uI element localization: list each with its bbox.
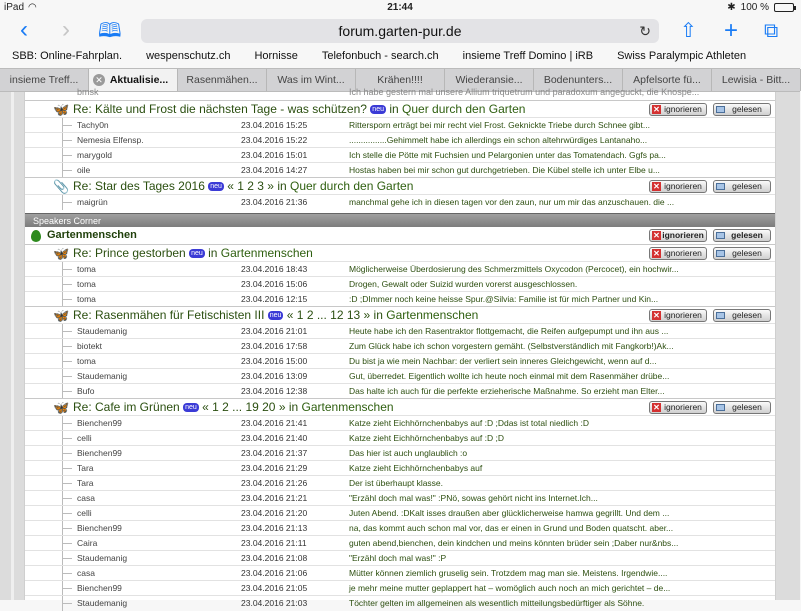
post-row[interactable] [25,565,775,580]
post-row[interactable] [25,323,775,338]
thread-forum-link[interactable]: Gartenmenschen [220,246,313,260]
tree-line [62,262,63,277]
post-text[interactable]: Der ist überhaupt klasse. [349,478,444,488]
tree-line [62,476,63,491]
post-date: 23.04.2016 21:01 [241,326,308,336]
post-text[interactable]: "Erzähl doch mal was!" :PNö, sowas gehört nicht ins Internet.Ich... [349,493,598,503]
mark-read-button[interactable] [713,180,771,193]
address-host: forum.garten-pur.de [338,23,462,39]
tree-line [62,536,63,551]
post-date: 23.04.2016 21:29 [241,463,308,473]
tab-label: Wiederansie... [455,74,523,86]
post-text[interactable]: Katze zieht Eichhörnchenbabys auf [349,463,483,473]
new-badge[interactable]: neu [185,404,197,412]
tab-label: insieme Treff... [9,74,79,86]
paperclip-icon: 📎 [53,179,70,194]
post-author: bmsk [77,87,99,97]
post-date: 23.04.2016 21:41 [241,418,308,428]
section-header: Speakers Corner [25,213,775,227]
post-date: 23.04.2016 15:22 [241,135,308,145]
post-author[interactable]: Bienchen99 [77,523,122,533]
post-row[interactable] [25,132,775,147]
tree-line [62,446,63,461]
post-row[interactable] [25,415,775,430]
post-row[interactable] [25,261,775,276]
tree-line [62,384,63,399]
in-label: in [288,400,299,414]
post-text[interactable]: je mehr meine mutter geplappert hat – womöglich auch noch an mich gerichtet – de... [349,583,671,593]
status-bar [0,0,800,16]
post-text[interactable]: manchmal gehe ich in diesen tagen vor den zaun, nur um mir das anzuschauen. die ... [349,197,675,207]
read-icon [716,404,725,411]
ignore-button[interactable] [649,103,707,116]
thread-title[interactable]: Re: Cafe im Grünen [73,400,180,414]
bookmark-item[interactable]: Swiss Paralympic Athleten [617,50,747,62]
in-label: in [208,246,218,260]
leaf-icon [31,230,41,242]
tree-line [62,163,63,178]
post-row[interactable] [25,520,775,535]
tab-label: Rasenmähen... [186,74,258,86]
cut-off-post-row [25,87,775,100]
post-author[interactable]: Bufo [77,386,95,396]
browser-tab[interactable] [712,69,801,91]
post-author[interactable]: Staudemanig [77,553,128,563]
thread-title-line [73,245,313,262]
post-text[interactable]: na, das kommt auch schon mal vor, das er einen in Grund und Boden quatscht. aber... [349,523,674,533]
new-tab-icon[interactable]: + [724,17,739,44]
tree-line [62,551,63,566]
tab-label: Lewisia - Bitt... [721,74,791,86]
mark-read-button[interactable] [713,309,771,322]
mark-read-button[interactable] [713,401,771,414]
post-row[interactable] [25,490,775,505]
post-row[interactable] [25,383,775,398]
post-author[interactable]: casa [77,493,95,503]
tab-label: Bodenunters... [543,74,613,86]
post-row[interactable] [25,291,775,306]
post-author[interactable]: Nemesia Elfensp. [77,135,144,145]
ignore-icon: ✕ [653,249,660,258]
thread-forum-link[interactable]: Gartenmenschen [386,308,479,322]
tree-line [62,566,63,581]
wifi-icon: ◠ [28,2,37,13]
post-text[interactable]: Hostas haben bei mir schon gut durchgetrieben. Die Kübel stelle ich unter Elbe u... [349,165,660,175]
post-text[interactable]: Katze zieht Eichhörnchenbabys auf :D ;Ddas ist total niedlich :D [349,418,590,428]
read-label: gelesen [732,310,762,320]
post-author[interactable]: celli [77,508,92,518]
post-row[interactable] [25,194,775,209]
post-text[interactable]: :D ;DImmer noch keine heisse Spur.@Silvia: Familie ist für mich Partner und Kin... [349,294,659,304]
post-author[interactable]: casa [77,568,95,578]
ignore-button[interactable] [649,247,707,260]
post-date: 23.04.2016 21:20 [241,508,308,518]
post-date: 23.04.2016 21:03 [241,598,308,608]
post-text[interactable]: Gut, überredet. Eigentlich wollte ich heute noch einmal mit dem Rasenmäher drübe... [349,371,670,381]
post-author[interactable]: Staudemanig [77,598,128,608]
post-date: 23.04.2016 21:37 [241,448,308,458]
thread-forum-link[interactable]: Gartenmenschen [301,400,394,414]
mark-read-button[interactable] [713,247,771,260]
post-text[interactable]: Drogen, Gewalt oder Suizid wurden vorerst ausgeschlossen. [349,279,578,289]
tree-line [62,596,63,611]
browser-toolbar [0,16,800,46]
post-text[interactable]: Mütter können ziemlich gruselig sein. Trotzdem mag man sie. Meistens. Irgendwie.... [349,568,668,578]
post-row[interactable] [25,445,775,460]
ignore-icon: ✕ [653,231,660,240]
mark-read-button[interactable]: gelesen [713,229,771,242]
post-author[interactable]: toma [77,264,96,274]
page-gutter-right [776,92,800,600]
post-text[interactable]: Das halte ich auch für die perfekte erzieherische Maßnahme. So erzieht man Elter... [349,386,665,396]
bluetooth-icon: ✱ [727,2,736,13]
post-author[interactable]: Bienchen99 [77,583,122,593]
post-text[interactable]: Katze zieht Eichhörnchenbabys auf :D ;D [349,433,504,443]
device-name: iPad [4,2,25,13]
post-date: 23.04.2016 21:36 [241,197,308,207]
post-row[interactable] [25,368,775,383]
post-date: 23.04.2016 21:05 [241,583,308,593]
tree-line [62,195,63,210]
thread-pages[interactable]: « 1 2 ... 19 20 » [202,400,286,414]
post-row[interactable] [25,430,775,445]
ignore-label: ignorieren [664,181,702,191]
ignore-label: ignorieren [664,248,702,258]
post-author[interactable]: celli [77,433,92,443]
tabs-overview-icon[interactable]: ⧉ [764,20,779,42]
tree-line [62,324,63,339]
tree-line [62,431,63,446]
post-text: Ich habe gestern mal unsere Allium triquetrum und paradoxum angeguckt, die Knospe... [349,87,700,97]
in-label: in [277,179,287,193]
post-text[interactable]: Ich stelle die Pötte mit Fuchsien und Pelargonien unter das Tomatendach. Ggfs pa... [349,150,666,160]
post-date: 23.04.2016 21:13 [241,523,308,533]
thread-row[interactable] [25,244,775,261]
ignore-button[interactable]: ✕ ignorieren [649,229,707,242]
post-row[interactable] [25,475,775,490]
thread-title[interactable]: Re: Prince gestorben [73,246,186,260]
read-icon [716,183,725,190]
bookmarks-bar [0,46,800,66]
post-author[interactable]: toma [77,294,96,304]
tree-line [62,506,63,521]
battery-icon [774,3,794,12]
in-label: in [389,102,399,116]
status-right [727,2,794,13]
battery-percent: 100 % [740,2,769,13]
thread-row[interactable] [25,306,775,323]
post-text[interactable]: Rittersporn erträgt bei mir recht viel Frost. Geknickte Triebe durch Schnee gibt... [349,120,650,130]
post-text[interactable]: Töchter gelten im allgemeinen als wesentlich mitteilungsbedürftiger als Söhne. [349,598,645,608]
post-date: 23.04.2016 21:40 [241,433,308,443]
post-date: 23.04.2016 21:08 [241,553,308,563]
post-text[interactable]: ................Gehimmelt habe ich allerdings ein schon altehrwürdiges Lantanaho... [349,135,648,145]
thread-title-line [73,178,413,195]
thread-row[interactable] [25,100,775,117]
thread-forum-link[interactable]: Quer durch den Garten [290,179,414,193]
thread-row[interactable] [25,398,775,415]
in-label: in [373,308,383,322]
ignore-icon: ✕ [653,403,660,412]
tree-line [62,461,63,476]
ignore-label: ignorieren [664,310,702,320]
thread-title[interactable]: Re: Rasenmähen für Fetischisten III [73,308,265,322]
post-date: 23.04.2016 21:26 [241,478,308,488]
post-row[interactable] [25,147,775,162]
thread-title-line [73,307,478,324]
post-date: 23.04.2016 21:11 [241,538,307,548]
bookmarks-icon[interactable]: 🕮 [98,20,122,42]
post-author[interactable]: Bienchen99 [77,448,122,458]
bookmark-item[interactable]: Telefonbuch - search.ch [321,50,439,62]
ignore-button[interactable] [649,309,707,322]
thread-pages[interactable]: « 1 2 ... 12 13 » [286,308,371,322]
new-badge[interactable]: neu [210,183,222,191]
post-date: 23.04.2016 21:21 [241,493,308,503]
browser-tab[interactable] [0,69,89,91]
post-author[interactable]: Caira [77,538,98,548]
forward-button[interactable]: › [62,16,70,43]
ignore-label: ignorieren [664,402,702,412]
post-author[interactable]: Staudemanig [77,371,128,381]
post-text[interactable]: Zum Glück habe ich schon vorgestern gemäht. (Selbstverständlich mit Fangkorb!)Ak... [349,341,674,351]
tree-line [62,148,63,163]
post-date: 23.04.2016 15:01 [241,150,308,160]
post-text[interactable]: Juten Abend. :DKalt isses draußen aber glücklicherweise hamwa gegrillt. Und dem ... [349,508,670,518]
ignore-label: ignorieren [664,104,702,114]
post-date: 23.04.2016 17:58 [241,341,308,351]
reload-icon[interactable]: ↻ [639,23,651,39]
ignore-icon: ✕ [653,311,660,320]
browser-tab[interactable] [178,69,267,91]
read-label: gelesen [732,181,762,191]
post-date: 23.04.2016 15:00 [241,356,308,366]
read-icon [716,232,725,239]
tab-label: Apfelsorte fü... [633,74,701,86]
bookmark-item[interactable]: wespenschutz.ch [146,50,231,62]
thread-row[interactable] [25,177,775,194]
read-icon [716,250,725,257]
ignore-button[interactable] [649,401,707,414]
butterfly-icon: 🦋 [53,246,70,261]
new-badge[interactable]: neu [191,250,203,258]
tree-line [62,416,63,431]
post-row[interactable] [25,162,775,177]
read-label: gelesen [732,248,762,258]
post-date: 23.04.2016 18:43 [241,264,308,274]
share-icon[interactable]: ⇧ [680,20,697,42]
post-row[interactable] [25,580,775,595]
browser-tab[interactable] [267,69,356,91]
post-row[interactable] [25,353,775,368]
thread-title[interactable]: Re: Star des Tages 2016 [73,179,205,193]
tree-line [62,118,63,133]
post-row[interactable] [25,550,775,565]
post-author[interactable]: maigrün [77,197,108,207]
post-date: 23.04.2016 13:09 [241,371,308,381]
tree-line [62,339,63,354]
tab-label: Aktualisie... [109,74,169,86]
post-row[interactable] [25,338,775,353]
forum-row[interactable] [25,227,775,244]
post-author[interactable]: Tara [77,463,94,473]
post-row[interactable] [25,505,775,520]
mark-read-button[interactable] [713,103,771,116]
post-author[interactable]: biotekt [77,341,103,351]
tab-label: Was im Wint... [277,74,345,86]
clock: 21:44 [387,2,413,13]
tree-line [62,292,63,307]
read-icon [716,106,725,113]
post-date: 23.04.2016 12:38 [241,386,308,396]
close-tab-icon[interactable]: ✕ [93,74,105,86]
thread-title[interactable]: Re: Kälte und Frost die nächsten Tage - was schützen? [73,102,367,116]
address-bar[interactable] [141,19,659,43]
forum-content [24,87,776,608]
thread-title-line [73,399,394,416]
post-text[interactable]: Heute habe ich den Rasentraktor flottgemacht, die Reifen aufgepumpt und ihn aus ... [349,326,669,336]
tree-line [62,369,63,384]
butterfly-icon: 🦋 [53,400,70,415]
post-date: 23.04.2016 14:27 [241,165,308,175]
tree-line [62,581,63,596]
tree-line [62,521,63,536]
read-label: gelesen [732,402,762,412]
post-text[interactable]: "Erzähl doch mal was!" :P [349,553,447,563]
tree-line [62,133,63,148]
new-badge[interactable]: neu [372,106,384,114]
post-author[interactable]: Staudemanig [77,326,128,336]
post-date: 23.04.2016 15:25 [241,120,308,130]
post-row[interactable] [25,460,775,475]
bookmark-item[interactable]: insieme Treff Domino | iRB [462,50,594,62]
post-date: 23.04.2016 12:15 [241,294,308,304]
post-row[interactable] [25,117,775,132]
ignore-icon: ✕ [653,182,660,191]
tab-label: Krähen!!!! [377,74,423,86]
tree-line [62,354,63,369]
read-label: gelesen [732,104,762,114]
butterfly-icon: 🦋 [53,102,70,117]
post-author[interactable]: oile [77,165,91,175]
post-text[interactable]: guten abend,bienchen, dein kindchen und meins könnten brüder sein ;Daber nur&nbs... [349,538,679,548]
post-author[interactable]: Bienchen99 [77,418,122,428]
post-author[interactable]: toma [77,356,96,366]
read-icon [716,312,725,319]
post-date: 23.04.2016 15:06 [241,279,308,289]
ignore-icon: ✕ [653,105,660,114]
post-author[interactable]: toma [77,279,96,289]
post-text[interactable]: Du bist ja wie mein Nachbar: der verliert sein inneres Gleichgewicht, wenn auf d... [349,356,657,366]
bookmark-item[interactable]: SBB: Online-Fahrplan. [12,50,123,62]
page-gutter-left [0,92,24,600]
thread-title-line [73,101,525,118]
browser-tab[interactable] [89,69,178,91]
tree-line [62,277,63,292]
back-button[interactable]: ‹ [20,16,28,43]
thread-pages[interactable]: « 1 2 3 » [227,179,274,193]
post-date: 23.04.2016 21:06 [241,568,308,578]
thread-forum-link[interactable]: Quer durch den Garten [402,102,526,116]
bookmark-item[interactable]: Hornisse [254,50,298,62]
post-text[interactable]: Möglicherweise Überdosierung des Schmerzmittels Oxycodon (Percocet), ein hochwir... [349,264,679,274]
forum-name: Gartenmenschen [47,229,137,241]
new-badge[interactable]: neu [269,312,282,320]
post-author[interactable]: marygold [77,150,112,160]
post-text[interactable]: Das hier ist auch unglaublich :o [349,448,468,458]
post-row[interactable] [25,595,775,610]
butterfly-icon: 🦋 [53,308,70,323]
post-row[interactable] [25,276,775,291]
post-row[interactable] [25,535,775,550]
tree-line [62,491,63,506]
post-author[interactable]: Tara [77,478,94,488]
ignore-button[interactable] [649,180,707,193]
post-author[interactable]: Tachy0n [77,120,109,130]
